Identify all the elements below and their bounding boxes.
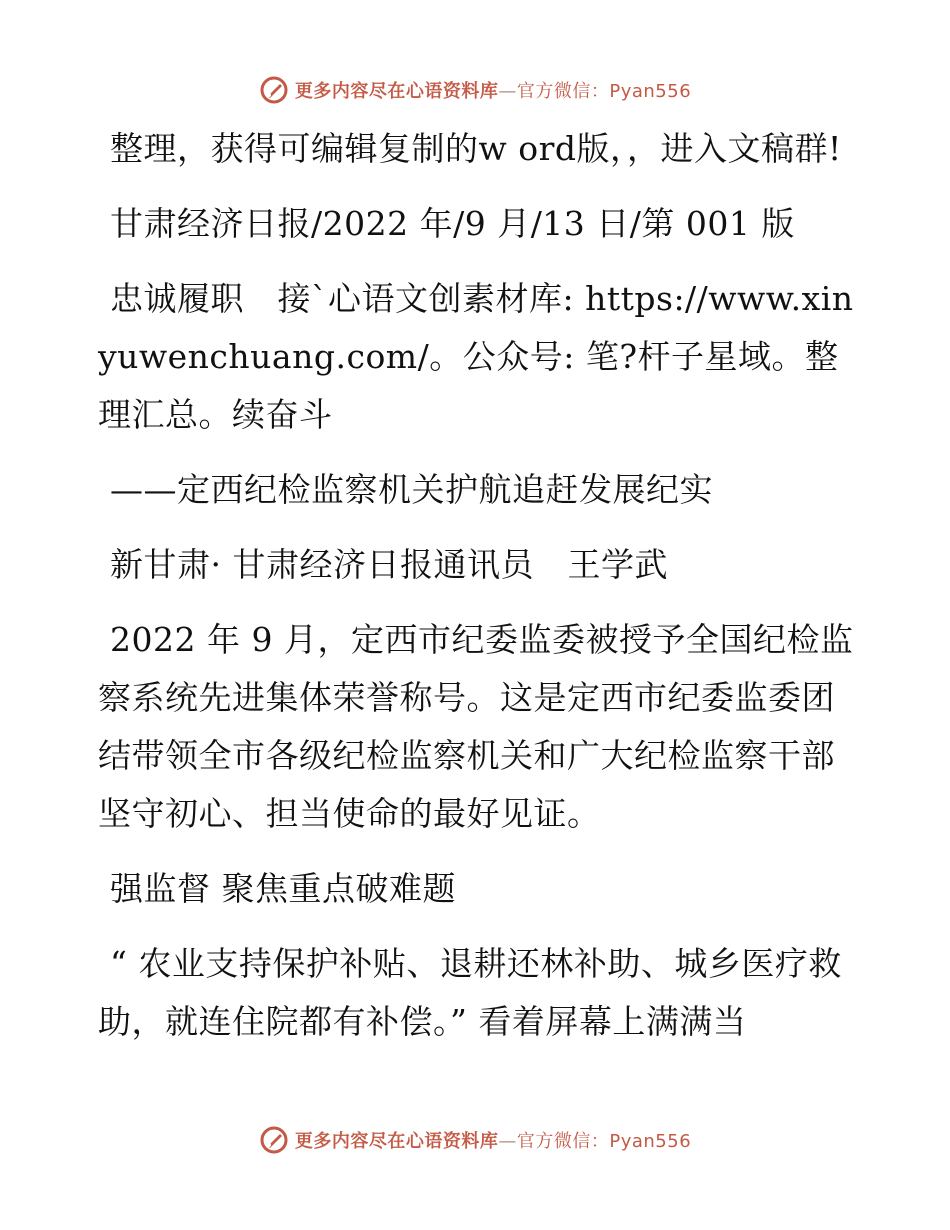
banner-wechat-text: 官方微信：Pyan556	[516, 1131, 692, 1152]
banner-text	[295, 77, 691, 103]
banner-dash: —	[498, 1131, 517, 1152]
footer-banner	[0, 1120, 950, 1160]
paragraph-lead: 2022 年 9 月，定西市纪委监委被授予全国纪检监察系统先进集体荣誉称号。这是定西市纪委监委团结带领全市各级纪检监察机关和广大纪检监察干部坚守初心、担当使命的最好见证。	[98, 620, 854, 833]
paragraph-intro: 整理，获得可编辑复制的w ord版，，进入文稿群!	[110, 129, 842, 168]
banner-wechat-text: 官方微信：Pyan556	[516, 81, 692, 102]
paragraph-section-heading: 强监督 聚焦重点破难题	[110, 869, 456, 908]
banner-text	[295, 1127, 691, 1153]
banner-site-text: 更多内容尽在心语资料库	[294, 1131, 499, 1152]
banner-site-text: 更多内容尽在心语资料库	[294, 81, 499, 102]
paragraph-subtitle: ——定西纪检监察机关护航追赶发展纪实	[110, 470, 713, 509]
paragraph-source: 甘肃经济日报/2022 年/9 月/13 日/第 001 版	[110, 204, 795, 243]
pen-circle-logo-icon	[259, 75, 289, 105]
banner-dash: —	[498, 81, 517, 102]
header-banner	[0, 70, 950, 110]
paragraph-byline: 新甘肃· 甘肃经济日报通讯员 王学武	[110, 545, 668, 584]
pen-circle-logo-icon	[259, 1125, 289, 1155]
document-body	[98, 120, 858, 1068]
paragraph-body: “ 农业支持保护补贴、退耕还林补助、城乡医疗救助，就连住院都有补偿。” 看着屏幕上满满当	[98, 944, 842, 1041]
paragraph-title: 忠诚履职 接`心语文创素材库: https://www.xinyuwenchuang.com/。公众号: 笔?杆子星域。整理汇总。续奋斗	[98, 279, 854, 434]
